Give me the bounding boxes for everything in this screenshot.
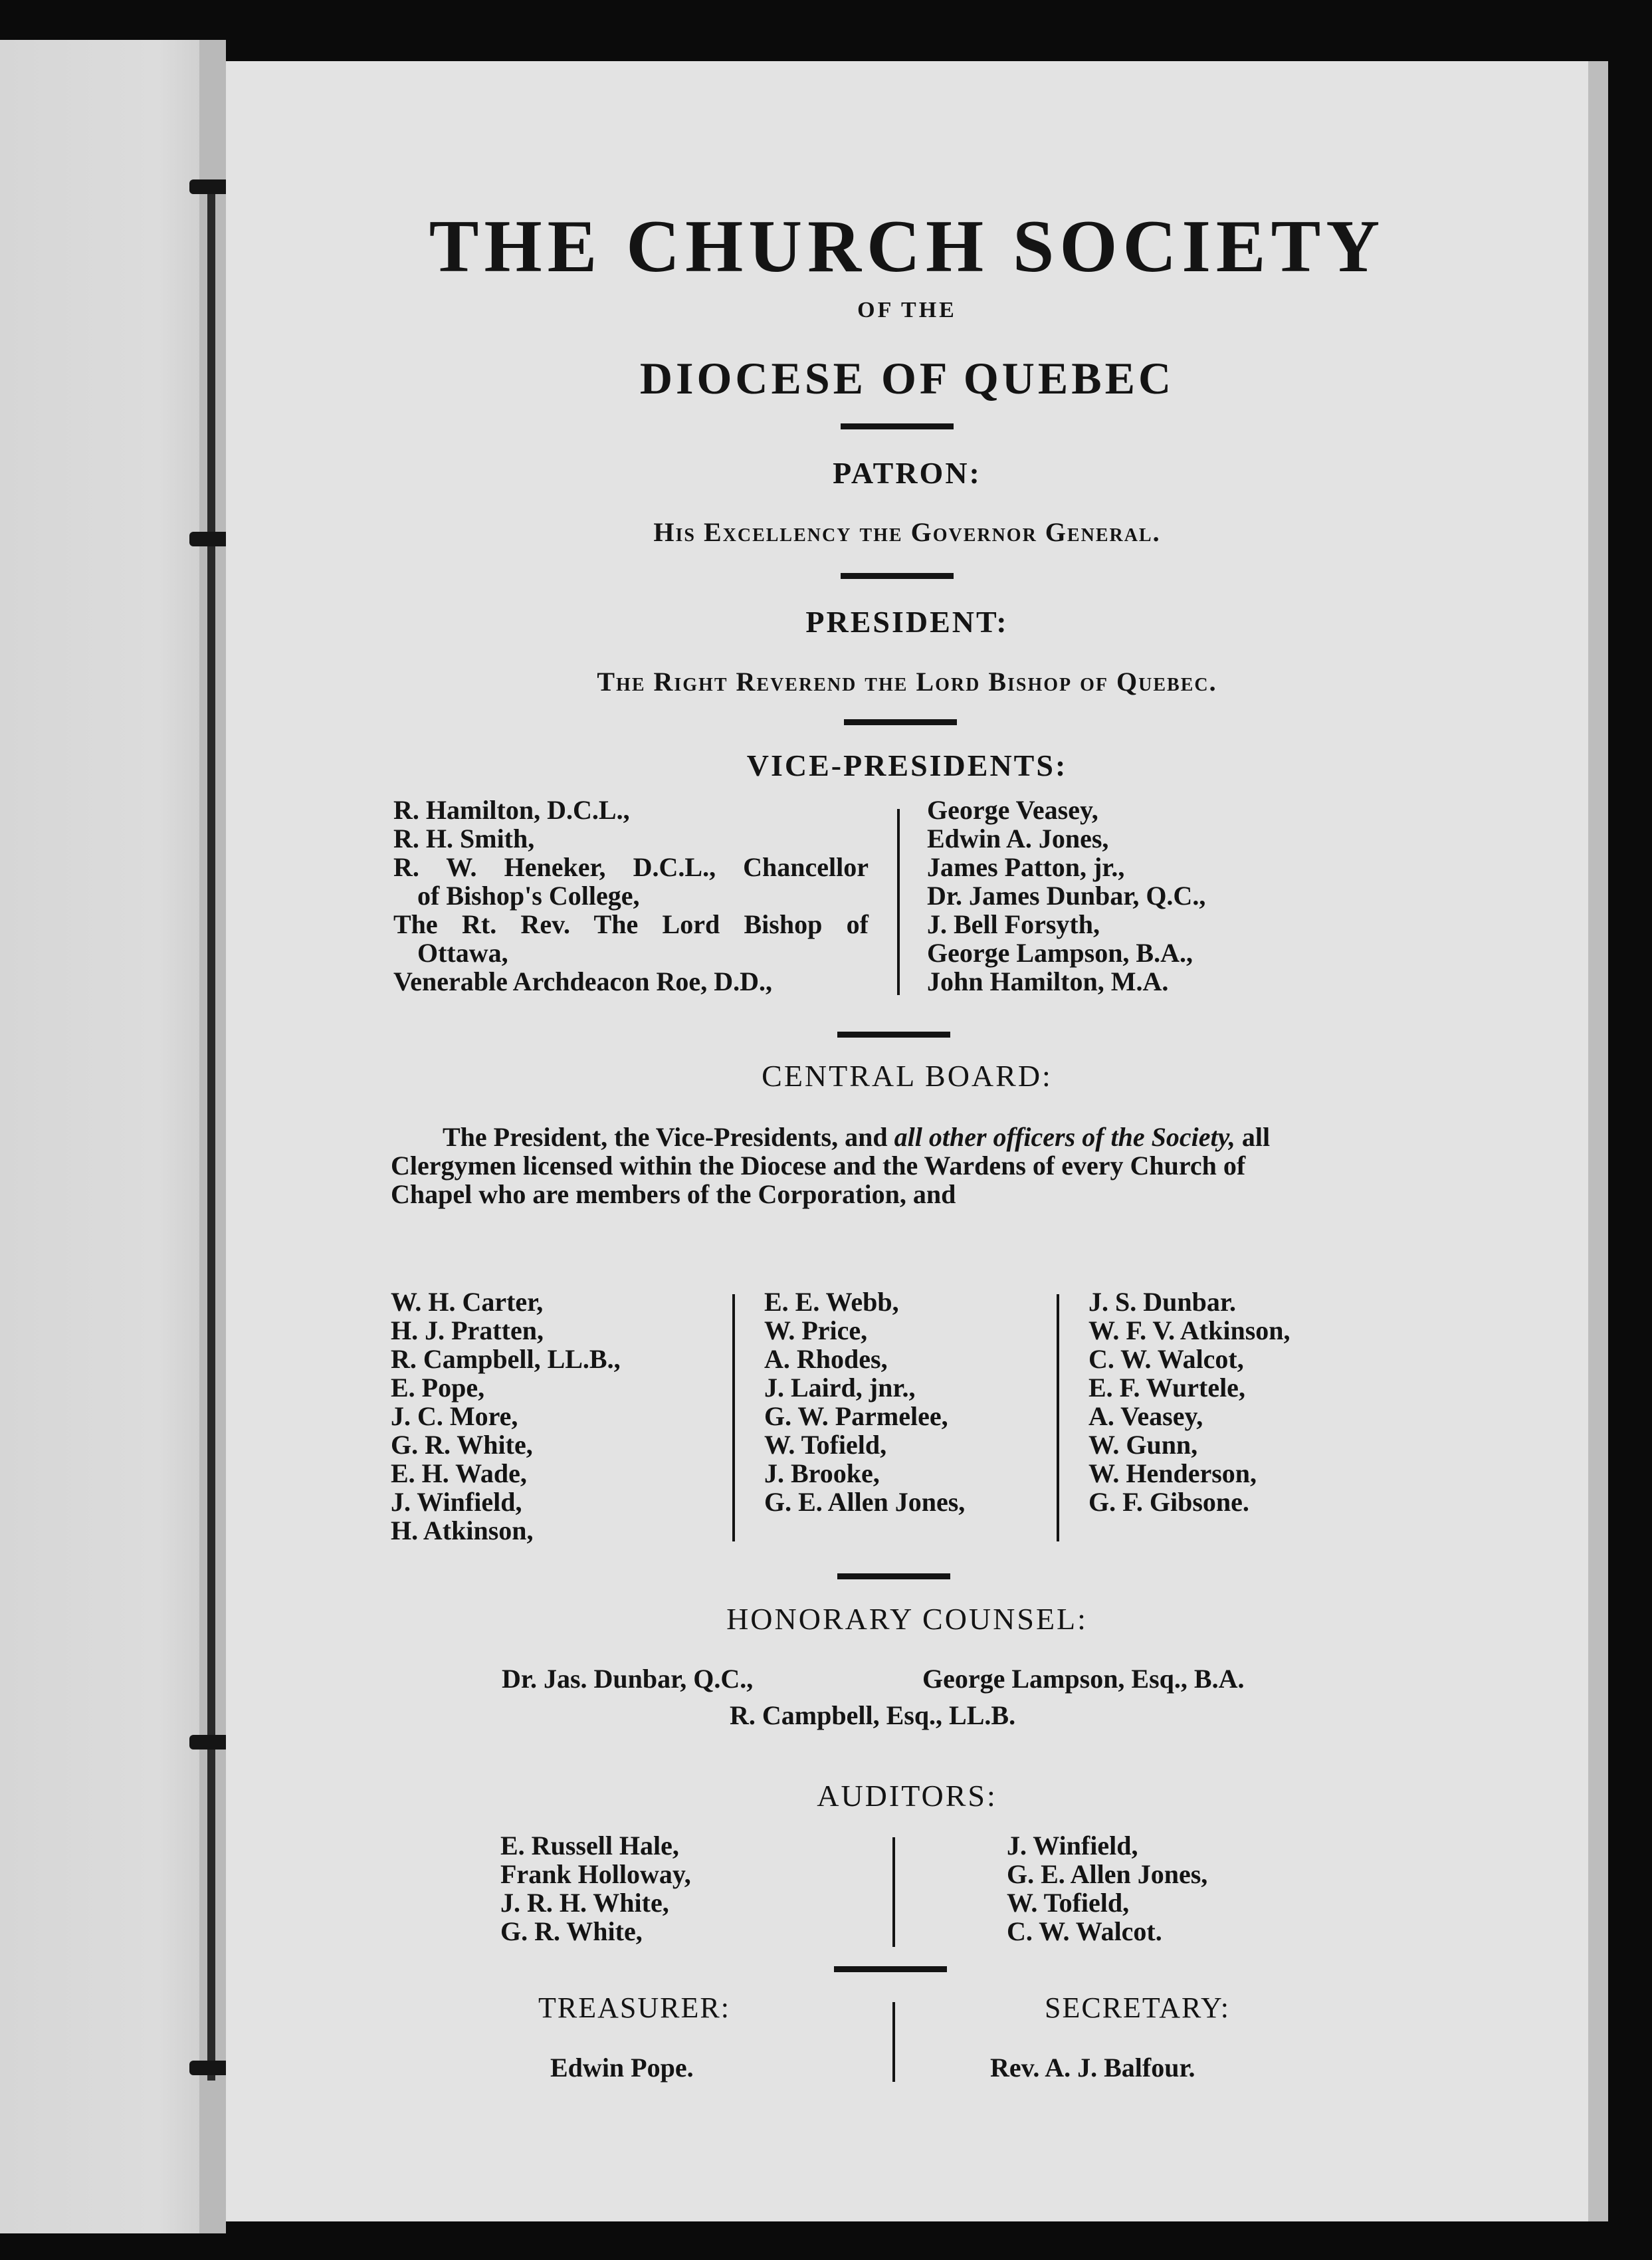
list-item: G. R. White, [391, 1430, 533, 1460]
central-board-column-1 [391, 1288, 621, 1545]
list-item: G. F. Gibsone. [1088, 1487, 1249, 1517]
list-item: J. S. Dunbar. [1088, 1287, 1236, 1317]
list-item: J. Laird, jnr., [764, 1373, 916, 1403]
list-item: A. Veasey, [1088, 1401, 1203, 1431]
vice-presidents-left-list [393, 796, 869, 996]
list-item: E. Pope, [391, 1373, 485, 1403]
list-item: R. W. Heneker, D.C.L., Chancellor [393, 852, 869, 882]
list-item: J. Winfield, [391, 1487, 522, 1517]
list-item: R. Campbell, LL.B., [391, 1344, 621, 1374]
list-item: H. J. Pratten, [391, 1315, 544, 1345]
list-item: W. F. V. Atkinson, [1088, 1315, 1291, 1345]
list-item: George Lampson, B.A., [927, 938, 1193, 968]
intro-line: The President, the Vice-Presidents, and all other officers of the Society, all [443, 1122, 1271, 1152]
list-item: W. Price, [764, 1315, 868, 1345]
list-item: C. W. Walcot, [1088, 1344, 1244, 1374]
list-item: E. Russell Hale, [500, 1831, 679, 1861]
facing-page [0, 40, 226, 2233]
diocese-title: DIOCESE OF QUEBEC [639, 353, 1175, 403]
treasurer-name: Edwin Pope. [550, 2053, 694, 2083]
binding-stitch [189, 532, 229, 546]
list-item: J. Brooke, [764, 1458, 880, 1488]
binding-thread [207, 186, 215, 2081]
counsel-name: Dr. Jas. Dunbar, Q.C., [502, 1664, 754, 1694]
list-item: E. F. Wurtele, [1088, 1373, 1245, 1403]
list-item: G. W. Parmelee, [764, 1401, 948, 1431]
list-item: Edwin A. Jones, [927, 824, 1109, 853]
president-heading: PRESIDENT: [805, 605, 1009, 639]
column-divider [732, 1294, 735, 1541]
list-item: J. C. More, [391, 1401, 518, 1431]
secretary-name: Rev. A. J. Balfour. [990, 2053, 1195, 2083]
column-divider [897, 809, 900, 995]
binding-stitch [189, 179, 229, 194]
divider-rule [844, 719, 957, 725]
central-board-heading: CENTRAL BOARD: [762, 1059, 1053, 1093]
list-item: W. H. Carter, [391, 1287, 544, 1317]
column-divider [892, 2002, 895, 2082]
central-board-intro [391, 1123, 1401, 1208]
page-title: THE CHURCH SOCIETY [429, 205, 1386, 288]
honorary-counsel-heading: HONORARY COUNSEL: [726, 1602, 1088, 1636]
auditors-right-list [1007, 1831, 1207, 1946]
list-item: J. R. H. White, [500, 1888, 669, 1918]
vice-presidents-heading: VICE-PRESIDENTS: [746, 748, 1068, 782]
list-item: W. Henderson, [1088, 1458, 1257, 1488]
subtitle-of-the: OF THE [857, 298, 957, 322]
list-item: Venerable Archdeacon Roe, D.D., [393, 966, 772, 996]
list-item: R. H. Smith, [393, 824, 535, 853]
divider-rule [841, 423, 954, 429]
list-item: Ottawa, [417, 938, 508, 968]
list-item: E. H. Wade, [391, 1458, 527, 1488]
central-board-column-3 [1088, 1288, 1291, 1516]
list-item: R. Hamilton, D.C.L., [393, 795, 630, 825]
central-board-column-2 [764, 1288, 965, 1516]
binding-stitch [189, 1735, 229, 1750]
list-item: G. E. Allen Jones, [764, 1487, 966, 1517]
divider-rule [837, 1573, 950, 1579]
column-divider [892, 1837, 895, 1947]
list-item: H. Atkinson, [391, 1516, 534, 1545]
divider-rule [834, 1966, 947, 1972]
document-page [226, 61, 1588, 2221]
treasurer-heading: TREASURER: [538, 1991, 730, 2024]
list-item: J. Winfield, [1007, 1831, 1138, 1861]
list-item: W. Tofield, [1007, 1888, 1130, 1918]
intro-line: Clergymen licensed within the Diocese and the Wardens of every Church of [391, 1151, 1246, 1181]
list-item: J. Bell Forsyth, [927, 909, 1100, 939]
list-item: James Patton, jr., [927, 852, 1125, 882]
list-item: G. E. Allen Jones, [1007, 1859, 1208, 1889]
divider-rule [837, 1032, 950, 1038]
list-item: G. R. White, [500, 1916, 643, 1946]
auditors-heading: AUDITORS: [817, 1779, 997, 1813]
auditors-left-list [500, 1831, 691, 1946]
list-item: The Rt. Rev. The Lord Bishop of [393, 909, 869, 939]
list-item: of Bishop's College, [417, 881, 640, 911]
list-item: A. Rhodes, [764, 1344, 888, 1374]
page-edge [1588, 61, 1608, 2221]
intro-line: Chapel who are members of the Corporation, and [391, 1179, 956, 1209]
divider-rule [841, 573, 954, 579]
binding-stitch [189, 2061, 229, 2075]
list-item: W. Gunn, [1088, 1430, 1198, 1460]
president-name: The Right Reverend the Lord Bishop of Quebec. [597, 667, 1217, 697]
vice-presidents-right-list [927, 796, 1205, 996]
list-item: George Veasey, [927, 795, 1098, 825]
patron-heading: PATRON: [833, 456, 981, 490]
list-item: W. Tofield, [764, 1430, 887, 1460]
list-item: Frank Holloway, [500, 1859, 691, 1889]
secretary-heading: SECRETARY: [1045, 1991, 1230, 2024]
list-item: E. E. Webb, [764, 1287, 899, 1317]
counsel-name: R. Campbell, Esq., LL.B. [730, 1700, 1016, 1730]
column-divider [1057, 1294, 1059, 1541]
list-item: Dr. James Dunbar, Q.C., [927, 881, 1206, 911]
patron-name: His Excellency the Governor General. [653, 517, 1161, 547]
list-item: John Hamilton, M.A. [927, 966, 1169, 996]
list-item: C. W. Walcot. [1007, 1916, 1162, 1946]
counsel-name: George Lampson, Esq., B.A. [922, 1664, 1245, 1694]
